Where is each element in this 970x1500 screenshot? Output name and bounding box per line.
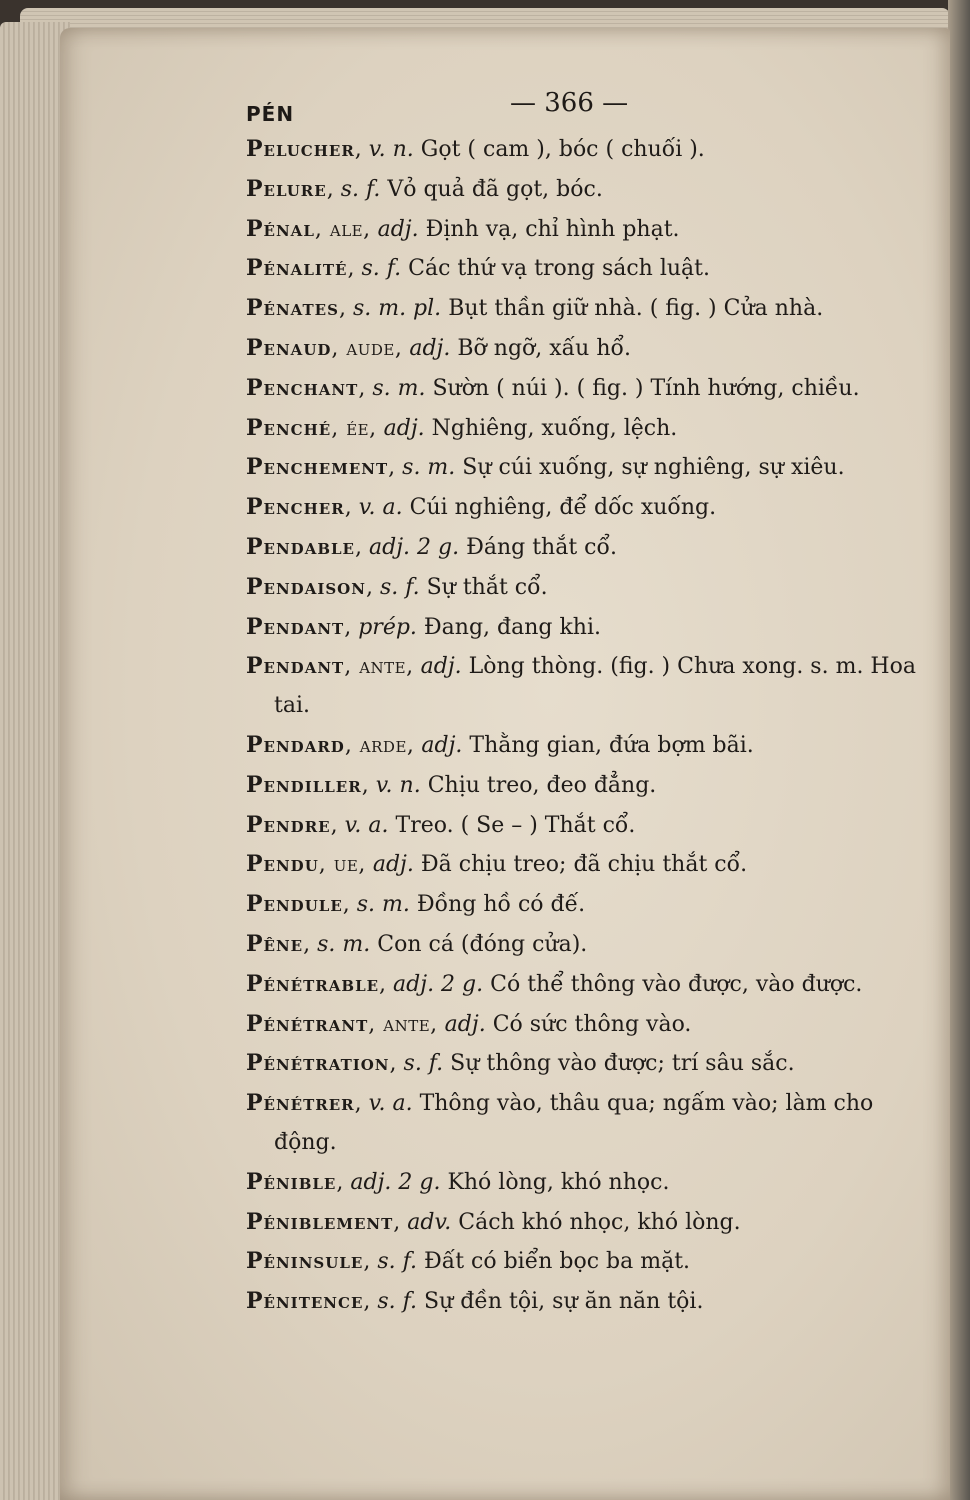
entry-definition: Gọt ( cam ), bóc ( chuối ).	[420, 137, 705, 162]
dictionary-entry: Pénates, s. m. pl. Bụt thần giữ nhà. ( fig. ) Cửa nhà.	[246, 295, 824, 322]
entry-headword: Pénétration	[246, 1050, 390, 1077]
entry-headword: Pendaison	[246, 573, 366, 600]
entry-grammar: s. f.	[377, 1249, 417, 1275]
entry-headword: Pendant	[246, 613, 345, 640]
dictionary-entry: Pendule, s. m. Đồng hồ có đế.	[246, 891, 586, 918]
entry-inflection: , arde,	[344, 732, 415, 758]
entry-grammar: adv.	[407, 1209, 452, 1235]
entry-headword: Pendu	[246, 851, 319, 878]
entry-headword: Pêne	[246, 930, 304, 957]
entry-inflection: , ée,	[331, 415, 377, 441]
entry-headword: Péninsule	[246, 1248, 364, 1275]
entry-definition: Sự cúi xuống, sự nghiêng, sự xiêu.	[462, 455, 845, 481]
entry-grammar: adj.	[444, 1011, 486, 1037]
entry-definition: Cách khó nhọc, khó lòng.	[458, 1209, 741, 1235]
dictionary-entry: Pendant, prép. Đang, đang khi.	[246, 613, 602, 640]
dictionary-entry: Penchant, s. m. Sườn ( núi ). ( fig. ) Tính hướng, chiều.	[246, 374, 860, 401]
entry-definition: Khó lòng, khó nhọc.	[447, 1169, 670, 1195]
book-cover-edge	[948, 0, 970, 1500]
entry-grammar: v. a.	[344, 812, 389, 838]
dictionary-entry: Pendable, adj. 2 g. Đáng thắt cổ.	[246, 533, 617, 560]
entry-headword: Penchant	[246, 374, 359, 401]
entry-grammar: adj.	[420, 654, 462, 680]
dictionary-entry: Pénétrer, v. a. Thông vào, thâu qua; ngấm vào; làm cho động.	[246, 1084, 936, 1163]
entry-headword: Penché	[246, 414, 332, 441]
entry-continuation: tai.	[274, 693, 310, 719]
entry-definition: Bụt thần giữ nhà. ( fig. ) Cửa nhà.	[448, 296, 824, 322]
entry-grammar: prép.	[358, 614, 417, 640]
entry-definition: Sự thông vào được; trí sâu sắc.	[450, 1051, 795, 1077]
entry-definition: Các thứ vạ trong sách luật.	[408, 256, 710, 282]
entry-grammar: v. a.	[368, 1091, 413, 1117]
dictionary-entry: Pénétration, s. f. Sự thông vào được; trí sâu sắc.	[246, 1050, 795, 1077]
entry-grammar: s. f.	[377, 1289, 418, 1315]
dictionary-entry: Pénible, adj. 2 g. Khó lòng, khó nhọc.	[246, 1168, 670, 1195]
entry-definition: Vỏ quả đã gọt, bóc.	[387, 176, 603, 202]
entry-inflection: , ante,	[344, 654, 414, 680]
entry-definition: Sườn ( núi ). ( fig. ) Tính hướng, chiều.	[432, 375, 860, 401]
dictionary-entry: Pelucher, v. n. Gọt ( cam ), bóc ( chuối ).	[246, 136, 705, 162]
page-header	[246, 88, 946, 128]
dictionary-entry	[246, 409, 936, 449]
entry-list	[246, 130, 936, 1322]
entry-grammar: v. a.	[358, 495, 403, 521]
entry-headword: Pénétrer	[246, 1090, 355, 1117]
dictionary-entry	[246, 647, 936, 726]
entry-grammar: adj.	[383, 415, 425, 441]
dictionary-entry: Pelure, s. f. Vỏ quả đã gọt, bóc.	[246, 175, 603, 202]
dictionary-entry: Pénétrable, adj. 2 g. Có thể thông vào được, vào được.	[246, 970, 863, 997]
dictionary-entry: Penchement, s. m. Sự cúi xuống, sự nghiêng, sự xiêu.	[246, 454, 845, 481]
entry-definition: Bỡ ngỡ, xấu hổ.	[457, 335, 631, 361]
entry-grammar: s. m.	[402, 455, 456, 481]
dictionary-entry: Péniblement, adv. Cách khó nhọc, khó lòng.	[246, 1208, 741, 1235]
entry-headword: Penchement	[246, 454, 389, 481]
entry-headword: Pendard	[246, 731, 345, 758]
entry-definition: Đồng hồ có đế.	[416, 892, 586, 918]
entry-definition: Chịu treo, đeo đẳng.	[427, 772, 657, 798]
entry-definition: Đang, đang khi.	[423, 614, 602, 640]
entry-grammar: v. n.	[375, 772, 421, 798]
entry-continuation: động.	[274, 1129, 337, 1155]
entry-inflection: , ante,	[368, 1011, 438, 1037]
dictionary-entry: Pendiller, v. n. Chịu treo, đeo đẳng.	[246, 771, 657, 798]
entry-headword: Pendiller	[246, 771, 362, 798]
running-head: PÉN	[246, 102, 295, 126]
page-number: — 366 —	[510, 88, 629, 118]
entry-grammar: s. f.	[361, 256, 402, 282]
entry-definition: Cúi nghiêng, để dốc xuống.	[409, 495, 717, 521]
entry-headword: Pendule	[246, 891, 343, 918]
dictionary-entry: Pêne, s. m. Con cá (đóng cửa).	[246, 930, 588, 957]
entry-headword: Pénal	[246, 215, 315, 242]
entry-definition: Đáng thắt cổ.	[466, 534, 617, 560]
entry-definition: Định vạ, chỉ hình phạt.	[425, 216, 680, 242]
dictionary-entry: Pénitence, s. f. Sự đền tội, sự ăn năn tội.	[246, 1288, 704, 1315]
entry-grammar: s. m.	[356, 892, 410, 918]
entry-headword: Pénitence	[246, 1288, 364, 1315]
entry-definition: Con cá (đóng cửa).	[377, 931, 588, 957]
entry-grammar: adj. 2 g.	[393, 971, 484, 997]
entry-grammar: s. m.	[372, 375, 426, 401]
entry-inflection: , ue,	[318, 852, 366, 878]
entry-headword: Pendable	[246, 533, 355, 560]
entry-headword: Pendre	[246, 811, 331, 838]
entry-definition: Thằng gian, đứa bợm bãi.	[469, 732, 754, 758]
entry-headword: Péniblement	[246, 1208, 394, 1235]
entry-headword: Pénétrant	[246, 1010, 369, 1037]
entry-definition: Treo. ( Se – ) Thắt cổ.	[395, 812, 636, 838]
entry-definition: Đất có biển bọc ba mặt.	[423, 1249, 691, 1275]
entry-grammar: s. m.	[317, 931, 371, 957]
entry-definition: Sự thắt cổ.	[426, 574, 548, 600]
entry-headword: Pénétrable	[246, 970, 380, 997]
entry-grammar: v. n.	[368, 137, 414, 162]
entry-headword: Pénalité	[246, 255, 348, 282]
entry-grammar: adj.	[421, 732, 463, 758]
entry-definition: Sự đền tội, sự ăn năn tội.	[424, 1289, 704, 1315]
entry-headword: Penaud	[246, 334, 332, 361]
entry-headword: Pelucher	[246, 136, 355, 162]
entry-headword: Pénates	[246, 295, 339, 322]
dictionary-entry	[246, 329, 936, 369]
entry-definition: Đã chịu treo; đã chịu thắt cổ.	[420, 852, 748, 878]
entry-definition: Nghiêng, xuống, lệch.	[431, 415, 678, 441]
entry-headword: Pénible	[246, 1168, 337, 1195]
entry-inflection: , ale,	[314, 216, 371, 242]
entry-definition: Lòng thòng. (fig. ) Chưa xong. s. m. Hoa	[468, 654, 916, 680]
dictionary-entry: Péninsule, s. f. Đất có biển bọc ba mặt.	[246, 1248, 691, 1275]
dictionary-entry: Pendaison, s. f. Sự thắt cổ.	[246, 573, 548, 600]
entry-definition: Có sức thông vào.	[492, 1011, 692, 1037]
entry-grammar: adj.	[377, 216, 419, 242]
dictionary-entry	[246, 845, 936, 885]
entry-grammar: adj.	[409, 335, 451, 361]
entry-definition: Có thể thông vào được, vào được.	[490, 971, 863, 997]
entry-grammar: adj. 2 g.	[369, 534, 460, 560]
entry-grammar: adj. 2 g.	[350, 1169, 441, 1195]
dictionary-entry	[246, 1005, 936, 1045]
entry-inflection: , aude,	[331, 335, 403, 361]
entry-grammar: s. f.	[340, 176, 381, 202]
entry-definition: Thông vào, thâu qua; ngấm vào; làm cho	[419, 1091, 874, 1117]
entry-grammar: s. f.	[403, 1051, 444, 1077]
dictionary-entry	[246, 726, 936, 766]
dictionary-entry	[246, 210, 936, 250]
entry-headword: Pendant	[246, 653, 345, 680]
dictionary-entry: Pénalité, s. f. Các thứ vạ trong sách luật.	[246, 255, 710, 282]
entry-grammar: adj.	[372, 852, 414, 878]
dictionary-entry: Pendre, v. a. Treo. ( Se – ) Thắt cổ.	[246, 811, 636, 838]
entry-grammar: s. f.	[379, 574, 420, 600]
entry-headword: Pelure	[246, 175, 327, 202]
entry-headword: Pencher	[246, 494, 345, 521]
entry-grammar: s. m. pl.	[352, 296, 442, 322]
dictionary-entry: Pencher, v. a. Cúi nghiêng, để dốc xuống.	[246, 494, 717, 521]
